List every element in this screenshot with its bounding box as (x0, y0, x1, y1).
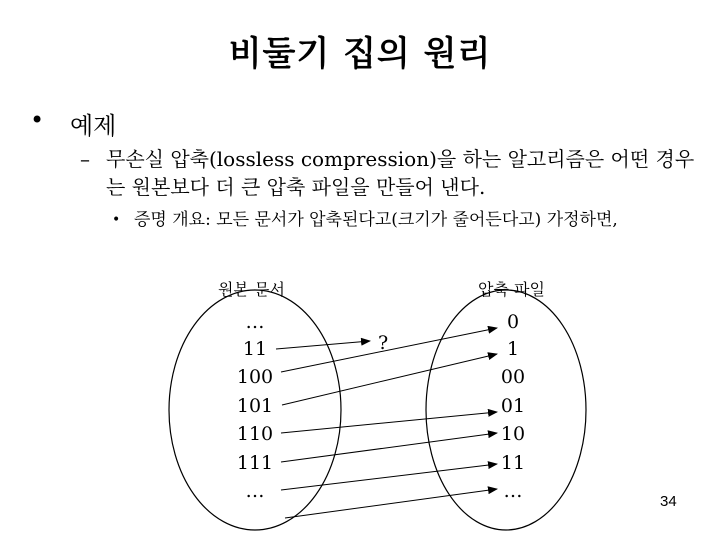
mapping-arrow (281, 328, 497, 372)
target-item: 10 (500, 423, 526, 445)
mapping-arrow (276, 341, 370, 349)
page-number: 34 (660, 493, 677, 510)
target-item: 1 (506, 338, 520, 360)
mapping-arrow (282, 354, 497, 405)
mapping-arrow (281, 464, 497, 490)
slide-title: 비둘기 집의 원리 (228, 34, 492, 74)
bullet-level2-text: 무손실 압축(lossless compression)을 하는 알고리즘은 어떤 경우는 원본보다 더 큰 압축 파일을 만들어 낸다. (106, 147, 695, 199)
mapping-arrow (281, 412, 497, 433)
source-item: 111 (236, 452, 274, 474)
bullet-level1-text: 예제 (70, 112, 117, 140)
target-item: 01 (500, 395, 526, 417)
source-item: 101 (236, 395, 274, 417)
target-item: 0 (506, 311, 520, 333)
target-item: 00 (500, 366, 526, 388)
source-item: … (245, 480, 265, 502)
target-item: 11 (500, 452, 526, 474)
unknown-target-label: ? (378, 332, 389, 354)
source-item: … (245, 311, 265, 333)
bullet-dot-small-icon: • (112, 212, 121, 228)
target-item: … (503, 480, 523, 502)
source-item: 100 (236, 366, 274, 388)
mapping-arrow (281, 433, 497, 462)
bullet-level3-text: 증명 개요: 모든 문서가 압축된다고(크기가 줄어든다고) 가정하면, (134, 210, 618, 230)
bullet-dash-icon: – (80, 147, 90, 171)
source-item: 11 (242, 338, 268, 360)
bullet-dot-icon: • (30, 106, 45, 134)
source-item: 110 (236, 423, 274, 445)
source-documents-label: 원본 문서 (218, 280, 285, 299)
compressed-files-label: 압축 파일 (478, 280, 545, 299)
